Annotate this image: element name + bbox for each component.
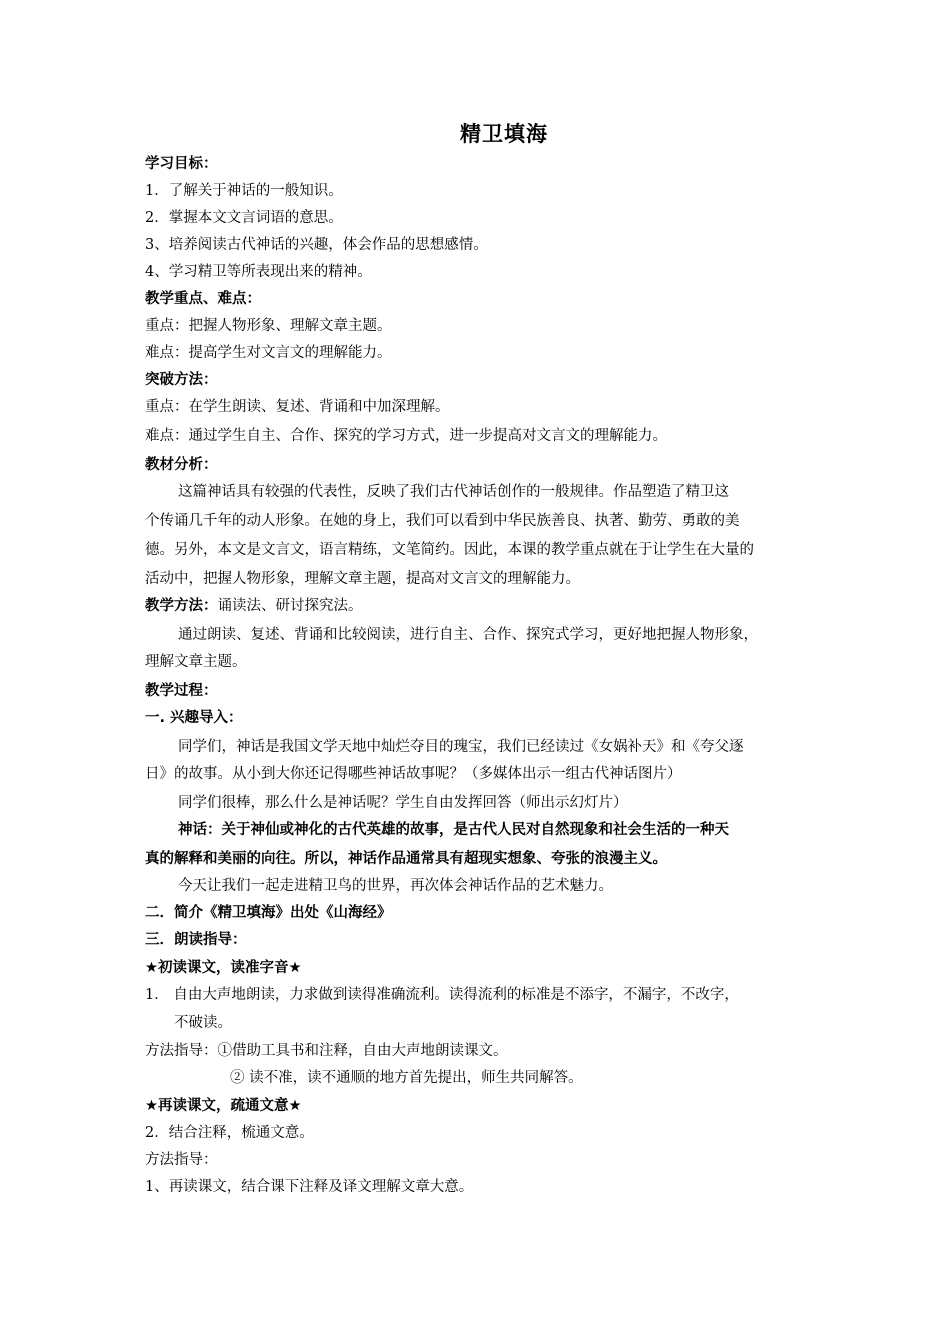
first-reading-item: 1． 自由大声地朗读，力求做到读得准确流利。读得流利的标准是不添字，不漏字，不改字， <box>145 987 739 1003</box>
reading-heading: 三．朗读指导： <box>145 932 247 948</box>
first-reading-item-cont: 不破读。 <box>174 1015 232 1031</box>
myth-definition-line: 神话：关于神仙或神化的古代英雄的故事，是古代人民对自然现象和社会生活的一种天 <box>178 822 729 838</box>
intro-line: 日》的故事。从小到大你还记得哪些神话故事呢？（多媒体出示一组古代神话图片） <box>145 766 682 782</box>
intro-line: 同学们很棒，那么什么是神话呢？学生自由发挥回答（师出示幻灯片） <box>178 795 628 811</box>
objective-item: 1．了解关于神话的一般知识。 <box>145 183 343 199</box>
keypoint-focus: 重点：把握人物形象、理解文章主题。 <box>145 318 392 334</box>
objectives-heading: 学习目标： <box>145 156 218 172</box>
analysis-heading: 教材分析： <box>145 457 218 473</box>
myth-definition-line: 真的解释和美丽的向往。所以，神话作品通常具有超现实想象、夸张的浪漫主义。 <box>145 851 667 867</box>
methods-line <box>145 596 363 616</box>
methods-value: 诵读法、研讨探究法。 <box>217 598 363 614</box>
methods-desc-line: 理解文章主题。 <box>145 654 247 670</box>
intro-heading: 一. 兴趣导入： <box>145 710 243 726</box>
intro-line: 同学们，神话是我国文学天地中灿烂夺目的瑰宝，我们已经读过《女娲补天》和《夸父逐 <box>178 739 744 755</box>
analysis-line: 个传诵几千年的动人形象。在她的身上，我们可以看到中华民族善良、执著、勤劳、勇敢的美 <box>145 513 740 529</box>
second-reading-heading: ★再读课文，疏通文意★ <box>145 1098 302 1114</box>
analysis-line: 活动中，把握人物形象，理解文章主题，提高对文言文的理解能力。 <box>145 571 580 587</box>
second-reading-guide: 方法指导： <box>145 1152 218 1168</box>
methods-desc-line: 通过朗读、复述、背诵和比较阅读，进行自主、合作、探究式学习，更好地把握人物形象， <box>178 627 758 643</box>
second-reading-item: 2．结合注释，梳通文意。 <box>145 1125 314 1141</box>
source-heading: 二．简介《精卫填海》出处《山海经》 <box>145 905 392 921</box>
breakthrough-focus: 重点：在学生朗读、复述、背诵和中加深理解。 <box>145 399 450 415</box>
breakthrough-difficulty: 难点：通过学生自主、合作、探究的学习方式，进一步提高对文言文的理解能力。 <box>145 428 667 444</box>
breakthrough-heading: 突破方法： <box>145 372 218 388</box>
objective-item: 2．掌握本文文言词语的意思。 <box>145 210 343 226</box>
intro-closing: 今天让我们一起走进精卫鸟的世界，再次体会神话作品的艺术魅力。 <box>178 878 613 894</box>
methods-heading: 教学方法： <box>145 598 218 614</box>
page-title: 精卫填海 <box>460 122 548 146</box>
first-reading-heading: ★初读课文，读准字音★ <box>145 960 302 976</box>
objective-item: 4、学习精卫等所表现出来的精神。 <box>145 264 372 280</box>
keypoint-difficulty: 难点：提高学生对文言文的理解能力。 <box>145 345 392 361</box>
first-reading-guide-2: ② 读不准，读不通顺的地方首先提出，师生共同解答。 <box>230 1070 583 1086</box>
analysis-line: 德。另外，本文是文言文，语言精练，文笔简约。因此，本课的教学重点就在于让学生在大量的 <box>145 542 754 558</box>
keypoints-heading: 教学重点、难点： <box>145 291 261 307</box>
second-reading-step: 1、再读课文，结合课下注释及译文理解文章大意。 <box>145 1179 474 1195</box>
objective-item: 3、培养阅读古代神话的兴趣，体会作品的思想感情。 <box>145 237 488 253</box>
analysis-line: 这篇神话具有较强的代表性，反映了我们古代神话创作的一般规律。作品塑造了精卫这 <box>178 484 729 500</box>
first-reading-guide: 方法指导：①借助工具书和注释，自由大声地朗读课文。 <box>145 1043 508 1059</box>
process-heading: 教学过程： <box>145 683 218 699</box>
